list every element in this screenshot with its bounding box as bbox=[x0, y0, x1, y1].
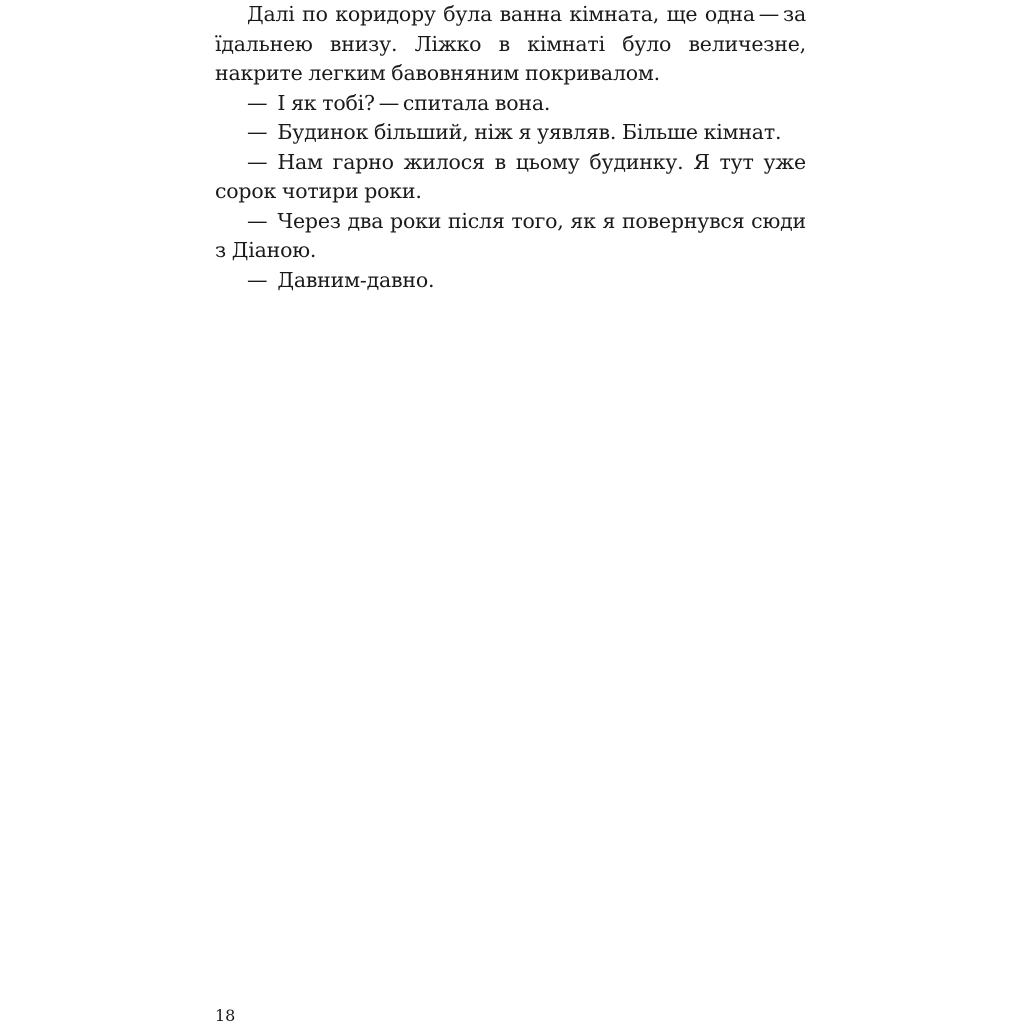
dialogue-line: — Нам гарно жилося в цьому будинку. Я тут уже сорок чотири роки. bbox=[215, 149, 806, 203]
paragraph: Далі по коридору була ванна кімната, ще одна — за їдальнею внизу. Ліжко в кімнаті було величезне, накрите легким бавовняним покривалом. bbox=[215, 2, 806, 85]
page-number: 18 bbox=[215, 1006, 236, 1025]
dialogue-line: — Будинок більший, ніж я уявляв. Більше кімнат. bbox=[247, 120, 782, 144]
dialogue-line: — Через два роки після того, як я повернувся сюди з Діаною. bbox=[215, 208, 806, 262]
dialogue-line: — Давним-давно. bbox=[247, 267, 435, 292]
dialogue-line: — І як тобі? — спитала вона. bbox=[247, 90, 551, 115]
body-text bbox=[215, 0, 806, 295]
